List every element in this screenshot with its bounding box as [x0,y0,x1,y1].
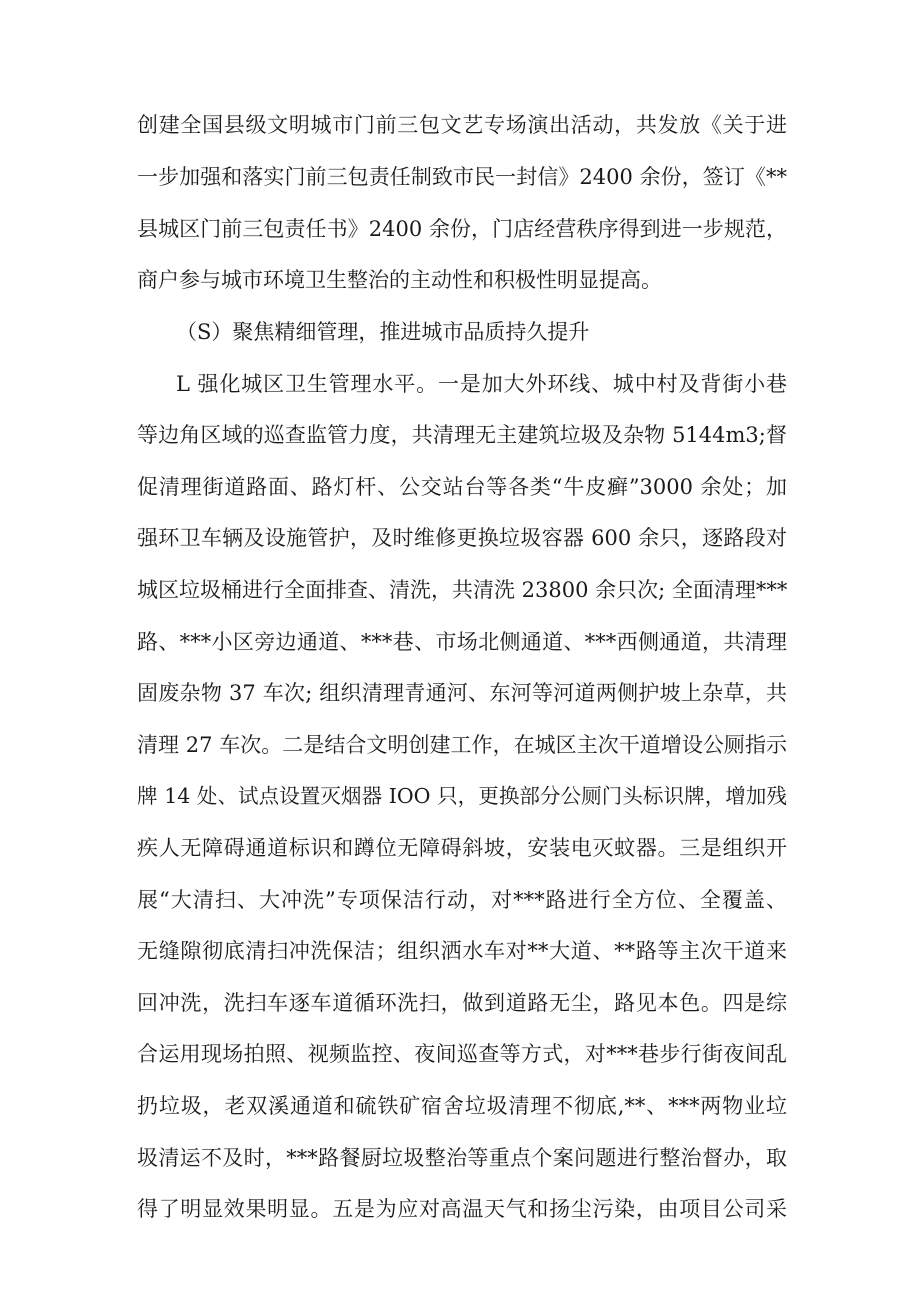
section-heading: （S）聚焦精细管理，推进城市品质持久提升 [176,320,590,344]
text-line: 商户参与城市环境卫生整治的主动性和积极性明显提高。 [137,268,662,292]
text-line: 疾人无障碍通道标识和蹲位无障碍斜坡，安装电灭蚊器。三是组织开 [137,836,787,860]
text-line: 促清理街道路面、路灯杆、公交站台等各类“牛皮癣”3000 余处；加 [137,475,787,499]
text-line: 清理 27 车次。二是结合文明创建工作，在城区主次干道增设公厕指示 [137,733,787,757]
text-line: 创建全国县级文明城市门前三包文艺专场演出活动，共发放《关于进 [137,113,787,137]
text-line: 回冲洗，洗扫车逐车道循环洗扫，做到道路无尘，路见本色。四是综 [137,991,787,1015]
text-line: 一步加强和落实门前三包责任制致市民一封信》2400 余份，签订《** [137,165,787,189]
text-line: 城区垃圾桶进行全面排查、清洗，共清洗 23800 余只次; 全面清理*** [137,578,787,602]
text-line: 固废杂物 37 车次; 组织清理青通河、东河等河道两侧护坡上杂草，共 [137,681,787,705]
text-line: 强环卫车辆及设施管护，及时维修更换垃圾容器 600 余只，逐路段对 [137,526,787,550]
text-line: L 强化城区卫生管理水平。一是加大外环线、城中村及背街小巷 [176,372,787,396]
text-line: 县城区门前三包责任书》2400 余份，门店经营秩序得到进一步规范， [137,217,787,241]
text-line: 路、***小区旁边通道、***巷、市场北侧通道、***西侧通道，共清理 [137,630,787,654]
text-line: 扔垃圾，老双溪通道和硫铁矿宿舍垃圾清理不彻底,**、***两物业垃 [137,1094,787,1118]
text-line: 展“大清扫、大冲洗”专项保洁行动，对***路进行全方位、全覆盖、 [137,888,787,912]
text-line: 得了明显效果明显。五是为应对高温天气和扬尘污染，由项目公司采 [137,1197,787,1221]
text-line: 等边角区域的巡查监管力度，共清理无主建筑垃圾及杂物 5144m3;督 [137,423,787,447]
text-line: 无缝隙彻底清扫冲洗保洁；组织洒水车对**大道、**路等主次干道来 [137,939,787,963]
text-line: 合运用现场拍照、视频监控、夜间巡查等方式，对***巷步行街夜间乱 [137,1042,787,1066]
text-line: 牌 14 处、试点设置灭烟器 IOO 只，更换部分公厕门头标识牌，增加残 [137,784,787,808]
text-line: 圾清运不及时，***路餐厨垃圾整治等重点个案问题进行整治督办，取 [137,1146,787,1170]
